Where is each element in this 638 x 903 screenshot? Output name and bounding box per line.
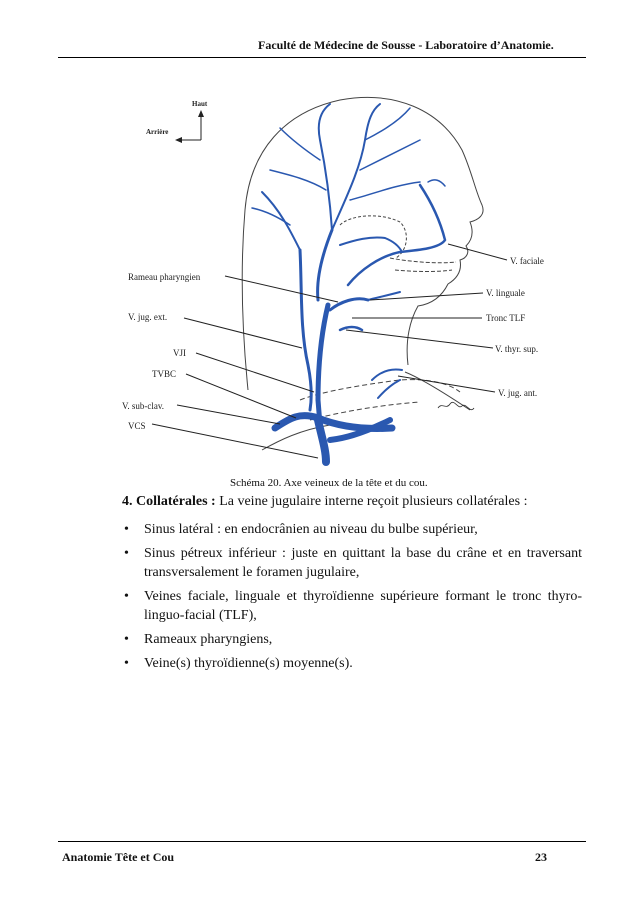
label-vji: VJI bbox=[173, 348, 186, 358]
bullet-icon: • bbox=[124, 632, 129, 647]
list-item: • Veine(s) thyroïdienne(s) moyenne(s). bbox=[124, 656, 353, 671]
label-tvbc: TVBC bbox=[152, 369, 177, 379]
label-v-jug-ext: V. jug. ext. bbox=[128, 312, 168, 322]
list-item: • Sinus latéral : en endocrânien au niveau du bulbe supérieur, bbox=[124, 522, 478, 537]
label-v-jug-ant: V. jug. ant. bbox=[498, 388, 538, 398]
bullet-icon: • bbox=[124, 546, 129, 561]
bullet-icon: • bbox=[124, 656, 129, 671]
figure-labels bbox=[122, 256, 544, 431]
footer-rule bbox=[58, 841, 586, 842]
page-number: 23 bbox=[535, 850, 547, 864]
vein-network bbox=[252, 104, 445, 462]
list-item: • Rameaux pharyngiens, bbox=[124, 632, 273, 647]
label-rameau-pharyngien: Rameau pharyngien bbox=[128, 272, 201, 282]
label-v-faciale: V. faciale bbox=[510, 256, 544, 266]
signature-mark bbox=[438, 402, 474, 409]
label-v-thyr-sup: V. thyr. sup. bbox=[495, 344, 539, 354]
section-title: 4. Collatérales : bbox=[122, 494, 216, 509]
collaterals-list bbox=[122, 520, 582, 678]
list-item: • Veines faciale, linguale et thyroïdienne supérieure formant le tronc thyro-linguo-facial (TLF), bbox=[124, 589, 582, 623]
bullet-icon: • bbox=[124, 522, 129, 537]
section-heading bbox=[122, 494, 592, 510]
label-vcs: VCS bbox=[128, 421, 146, 431]
section-intro: La veine jugulaire interne reçoit plusieurs collatérales : bbox=[215, 494, 528, 509]
up-label: Haut bbox=[192, 100, 208, 108]
page-header: Faculté de Médecine de Sousse - Laboratoire d’Anatomie. bbox=[258, 38, 554, 52]
leader-lines bbox=[152, 244, 507, 458]
label-v-linguale: V. linguale bbox=[486, 288, 525, 298]
label-tronc-tlf: Tronc TLF bbox=[486, 313, 526, 323]
bullet-icon: • bbox=[124, 589, 129, 604]
footer-title: Anatomie Tête et Cou bbox=[62, 850, 175, 864]
back-label: Arrière bbox=[146, 128, 169, 136]
list-item: • Sinus pétreux inférieur : juste en quittant la base du crâne et en traversant transversalement le foramen jugulaire, bbox=[124, 546, 582, 580]
figure-caption: Schéma 20. Axe veineux de la tête et du cou. bbox=[230, 477, 428, 489]
label-v-sub-clav: V. sub-clav. bbox=[122, 401, 164, 411]
orientation-arrows bbox=[146, 100, 208, 143]
